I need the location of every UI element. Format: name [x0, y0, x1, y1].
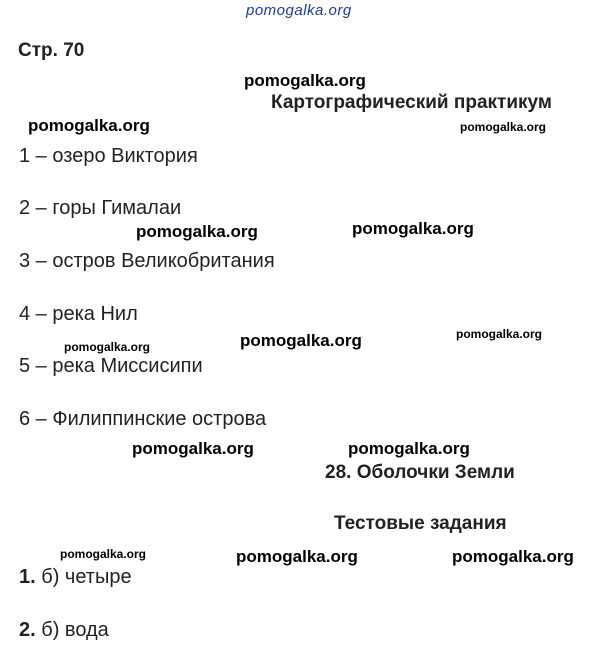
answer-number: 2. — [19, 619, 36, 641]
list-item: 4 – река Нил — [19, 303, 138, 325]
list-item: 6 – Филиппинские острова — [19, 408, 267, 430]
watermark: pomogalka.org — [240, 331, 362, 350]
watermark: pomogalka.org — [244, 71, 366, 90]
watermark: pomogalka.org — [136, 222, 258, 241]
list-item: 5 – река Миссисипи — [19, 355, 203, 377]
watermark: pomogalka.org — [236, 547, 358, 566]
list-item: 2 – горы Гималаи — [19, 197, 182, 219]
section-title-cartographic: Картографический практикум — [271, 92, 552, 113]
watermark-top: pomogalka.org — [246, 2, 352, 19]
watermark: pomogalka.org — [452, 547, 574, 566]
answer-text: б) вода — [35, 619, 109, 641]
watermark: pomogalka.org — [456, 327, 543, 341]
answer-item — [19, 566, 132, 589]
watermark: pomogalka.org — [352, 219, 474, 238]
answer-item — [19, 619, 109, 642]
section-title-shells: 28. Оболочки Земли — [325, 462, 515, 483]
page-label: Стр. 70 — [18, 40, 85, 61]
watermark: pomogalka.org — [348, 439, 470, 458]
answer-text: б) четыре — [35, 566, 132, 588]
watermark: pomogalka.org — [28, 116, 150, 135]
watermark: pomogalka.org — [64, 340, 151, 354]
list-item: 3 – остров Великобритания — [19, 250, 275, 272]
answer-number: 1. — [19, 566, 36, 588]
watermark: pomogalka.org — [60, 547, 147, 561]
section-title-tests: Тестовые задания — [334, 513, 507, 534]
watermark: pomogalka.org — [460, 120, 547, 134]
watermark: pomogalka.org — [132, 439, 254, 458]
list-item: 1 – озеро Виктория — [19, 145, 198, 167]
